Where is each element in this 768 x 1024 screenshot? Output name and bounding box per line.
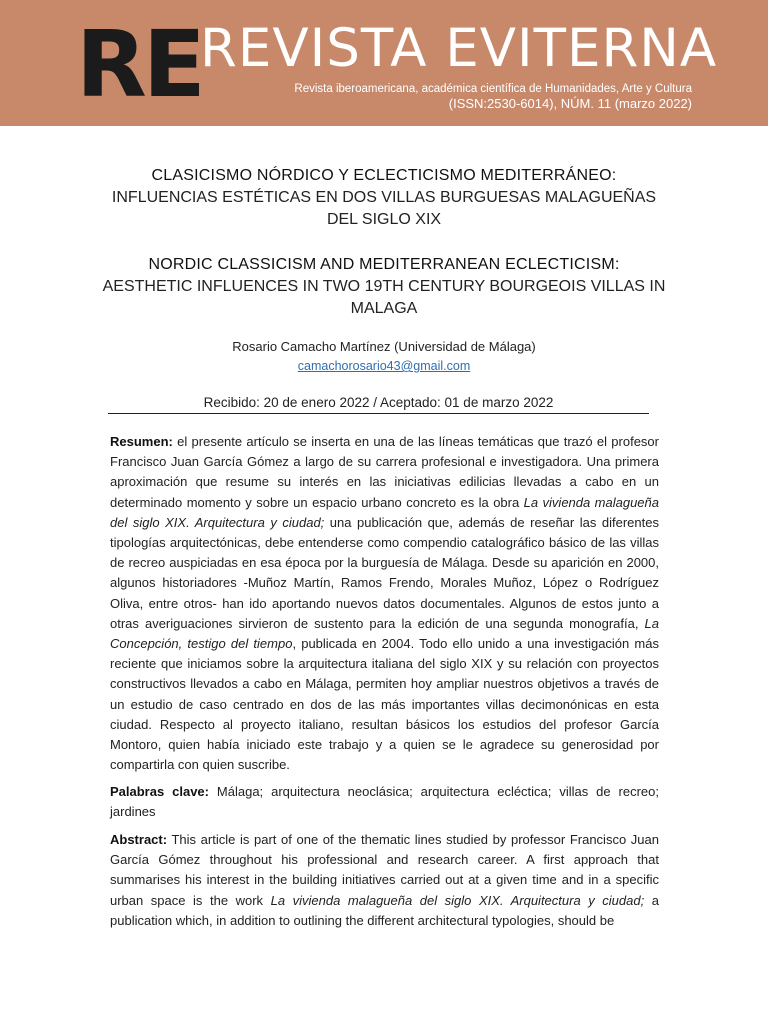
resumen-italic-1: La vivienda malagueña del siglo XIX. Arquitectura y ciudad;: [110, 494, 659, 530]
abstract-italic-1: La vivienda malagueña del siglo XIX. Arquitectura y ciudad;: [270, 892, 645, 908]
english-title: NORDIC CLASSICISM AND MEDITERRANEAN ECLECTICISM:: [148, 256, 620, 273]
resumen-text-2: una publicación que, además de reseñar las diferentes tipologías arquitectónicas, debe entenderse como compendio catalográfico básico de las villas de recreo auspiciadas en esa época por la burguesía de Málaga. Desde su aparición en 2000, algunos historiadores -Muñoz Martín, Ramos Frendo, Morales Muñoz, López o Rodríguez Oliva, entre otros- han ido aportando nuevos datos documentales. Algunos de estos junto a otras averiguaciones sirvieron de sustento para la edición de una segunda monografía,: [110, 514, 659, 631]
keywords-label: Palabras clave:: [110, 784, 209, 799]
resumen-italic-2: La Concepción, testigo del tiempo: [110, 615, 659, 652]
abstract-text-1: This article is part of one of the thematic lines studied by professor Francisco Juan García Gómez throughout his professional and research career. A first approach that summarises his interest in the building initiatives carried out at a given time and in a specific urban space is the work: [110, 832, 659, 908]
author-email-link[interactable]: camachorosario43@gmail.com: [297, 359, 471, 373]
abstract-label: Abstract:: [110, 832, 168, 847]
received-accepted-dates: Recibido: 20 de enero 2022 / Aceptado: 01 de marzo 2022: [203, 395, 554, 410]
resumen-label: Resumen:: [110, 434, 173, 449]
english-subtitle-line-1: AESTHETIC INFLUENCES IN TWO 19TH CENTURY BOURGEOIS VILLAS IN: [102, 278, 666, 295]
author-affiliation: Rosario Camacho Martínez (Universidad de Málaga): [232, 339, 536, 354]
journal-issn: (ISSN:2530-6014), NÚM. 11 (marzo 2022): [448, 96, 692, 111]
journal-logo: RE: [76, 11, 202, 118]
english-title-block: [100, 254, 668, 320]
journal-name: REVISTA EVITERNA: [200, 18, 718, 79]
journal-subtitle: Revista iberoamericana, académica científica de Humanidades, Arte y Cultura: [294, 83, 692, 95]
abstract-paragraph: [110, 830, 659, 931]
spanish-title: CLASICISMO NÓRDICO Y ECLECTICISMO MEDITERRÁNEO:: [151, 167, 617, 184]
resumen-paragraph: [110, 432, 659, 775]
spanish-subtitle-line-2: DEL SIGLO XIX: [326, 211, 442, 228]
keywords-paragraph: [110, 782, 659, 822]
spanish-title-block: [100, 165, 668, 231]
resumen-text-1: el presente artículo se inserta en una de las líneas temáticas que trazó el profesor Francisco Juan García Gómez a largo de su carrera profesional e investigadora. Una primera aproximación que resume su interés en las iniciativas edilicias llevadas a cabo en un determinado momento y sobre un espacio urbano concreto es la obra: [110, 434, 659, 510]
english-subtitle-line-2: MALAGA: [350, 300, 418, 317]
author-email: [100, 357, 668, 375]
divider-rule: [108, 413, 649, 414]
abstract-text-2: a publication which, in addition to outlining the different architectural typologies, should be: [110, 892, 660, 928]
journal-header-band: [0, 0, 768, 126]
keywords-text: Málaga; arquitectura neoclásica; arquitectura ecléctica; villas de recreo; jardines: [110, 784, 659, 820]
spanish-subtitle-line-1: INFLUENCIAS ESTÉTICAS EN DOS VILLAS BURGUESAS MALAGUEÑAS: [111, 189, 657, 206]
resumen-text-3: , publicada en 2004. Todo ello unido a una investigación más reciente que iniciamos sobre la arquitectura italiana del siglo XIX y su relación con proyectos constructivos llevados a cabo en Málaga, permiten hoy ampliar nuestros objetivos a través de un estudio de caso centrado en dos de las más importantes villas decimonónicas en esta ciudad. Respecto al proyecto italiano, resultan básicos los estudios del profesor García Montoro, quien había iniciado este trabajo y a quien se le agradece su generosidad por compartirla con quien suscribe.: [110, 636, 659, 773]
